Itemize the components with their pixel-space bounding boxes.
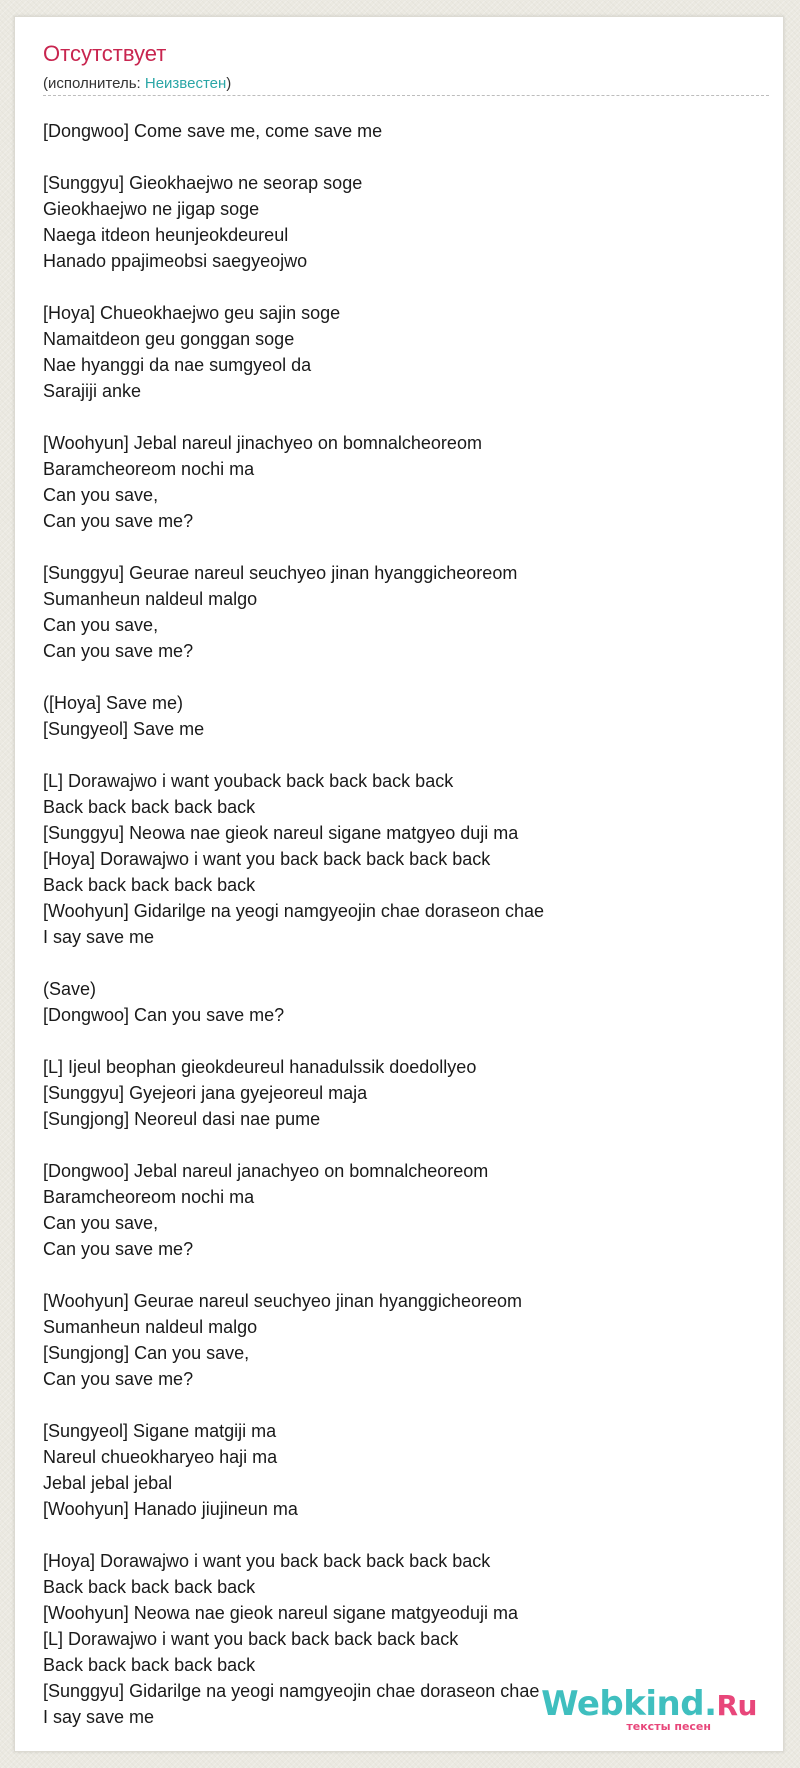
lyric-line: Can you save,: [43, 485, 159, 505]
lyric-line: Can you save,: [43, 1213, 159, 1233]
lyric-line: Sumanheun naldeul malgo: [43, 1317, 258, 1337]
logo-tld: Ru: [716, 1689, 757, 1722]
lyric-blank-line: [43, 950, 763, 976]
lyric-line: [Sunggyu] Geurae nareul seuchyeo jinan hyanggicheoreom: [43, 563, 518, 583]
lyric-line: I say save me: [43, 927, 155, 947]
lyric-line: [Woohyun] Hanado jiujineun ma: [43, 1499, 298, 1519]
artist-line: [43, 75, 231, 92]
lyric-line: Baramcheoreom nochi ma: [43, 1187, 255, 1207]
lyric-line: [Sungjong] Neoreul dasi nae pume: [43, 1109, 321, 1129]
lyric-line: Can you save me?: [43, 641, 194, 661]
lyric-blank-line: [43, 144, 763, 170]
lyric-blank-line: [43, 1132, 763, 1158]
lyric-blank-line: [43, 534, 763, 560]
lyric-line: [Woohyun] Gidarilge na yeogi namgyeojin chae doraseon chae: [43, 901, 544, 921]
lyric-line: [Hoya] Chueokhaejwo geu sajin soge: [43, 303, 341, 323]
lyric-line: Back back back back back: [43, 875, 256, 895]
lyric-line: Nareul chueokharyeo haji ma: [43, 1447, 278, 1467]
title-divider: [43, 95, 769, 96]
lyric-line: [Dongwoo] Can you save me?: [43, 1005, 285, 1025]
lyric-line: [Sungjong] Can you save,: [43, 1343, 250, 1363]
logo-wordmark: [541, 1684, 757, 1724]
lyric-blank-line: [43, 1392, 763, 1418]
artist-link[interactable]: Неизвестен: [144, 75, 227, 92]
lyric-line: [L] Dorawajwo i want you back back back back back: [43, 1629, 459, 1649]
lyric-line: Can you save me?: [43, 1239, 194, 1259]
lyric-line: [Hoya] Dorawajwo i want you back back back back back: [43, 1551, 491, 1571]
song-title: Отсутствует: [43, 41, 167, 66]
lyrics-card: [14, 16, 784, 1752]
artist-suffix: ): [226, 75, 232, 92]
lyric-line: Gieokhaejwo ne jigap soge: [43, 199, 260, 219]
lyric-line: Can you save me?: [43, 1369, 194, 1389]
lyric-line: [Sunggyu] Gidarilge na yeogi namgyeojin chae doraseon chae: [43, 1681, 540, 1701]
logo-word: Webkind: [541, 1684, 705, 1724]
lyric-blank-line: [43, 404, 763, 430]
lyric-line: Hanado ppajimeobsi saegyeojwo: [43, 251, 308, 271]
webkind-logo[interactable]: [541, 1684, 757, 1733]
lyric-blank-line: [43, 1262, 763, 1288]
lyric-line: Can you save me?: [43, 511, 194, 531]
lyric-line: Baramcheoreom nochi ma: [43, 459, 255, 479]
lyric-line: Namaitdeon geu gonggan soge: [43, 329, 295, 349]
lyric-line: Back back back back back: [43, 1655, 256, 1675]
lyric-line: [Dongwoo] Come save me, come save me: [43, 121, 383, 141]
lyric-line: [L] Ijeul beophan gieokdeureul hanadulssik doedollyeo: [43, 1057, 477, 1077]
lyric-line: [Sungyeol] Sigane matgiji ma: [43, 1421, 277, 1441]
lyric-line: Back back back back back: [43, 797, 256, 817]
lyric-line: [Hoya] Dorawajwo i want you back back back back back: [43, 849, 491, 869]
lyric-blank-line: [43, 274, 763, 300]
lyric-line: Back back back back back: [43, 1577, 256, 1597]
lyric-line: [Woohyun] Geurae nareul seuchyeo jinan hyanggicheoreom: [43, 1291, 522, 1311]
lyric-line: [Woohyun] Neowa nae gieok nareul sigane matgyeoduji ma: [43, 1603, 518, 1623]
lyric-line: [Sungyeol] Save me: [43, 719, 205, 739]
lyric-blank-line: [43, 1522, 763, 1548]
lyric-line: Sumanheun naldeul malgo: [43, 589, 258, 609]
logo-dot: .: [704, 1684, 717, 1724]
lyric-blank-line: [43, 1028, 763, 1054]
lyric-line: Jebal jebal jebal: [43, 1473, 173, 1493]
lyric-line: (Save): [43, 979, 97, 999]
lyric-line: [Sunggyu] Gieokhaejwo ne seorap soge: [43, 173, 363, 193]
lyric-line: ([Hoya] Save me): [43, 693, 184, 713]
artist-prefix: (исполнитель:: [43, 75, 145, 92]
lyric-line: [Sunggyu] Gyejeori jana gyejeoreul maja: [43, 1083, 368, 1103]
lyric-line: Nae hyanggi da nae sumgyeol da: [43, 355, 312, 375]
lyric-line: Sarajiji anke: [43, 381, 142, 401]
lyric-line: [Woohyun] Jebal nareul jinachyeo on bomnalcheoreom: [43, 433, 482, 453]
lyric-line: [Sunggyu] Neowa nae gieok nareul sigane matgyeo duji ma: [43, 823, 519, 843]
lyric-blank-line: [43, 664, 763, 690]
lyric-line: Can you save,: [43, 615, 159, 635]
lyric-line: Naega itdeon heunjeokdeureul: [43, 225, 289, 245]
lyric-line: [Dongwoo] Jebal nareul janachyeo on bomnalcheoreom: [43, 1161, 489, 1181]
lyric-blank-line: [43, 742, 763, 768]
lyric-line: [L] Dorawajwo i want youback back back back back: [43, 771, 454, 791]
logo-tagline: тексты песен: [626, 1720, 711, 1733]
lyric-line: I say save me: [43, 1707, 155, 1727]
lyrics-text: [43, 118, 763, 1730]
